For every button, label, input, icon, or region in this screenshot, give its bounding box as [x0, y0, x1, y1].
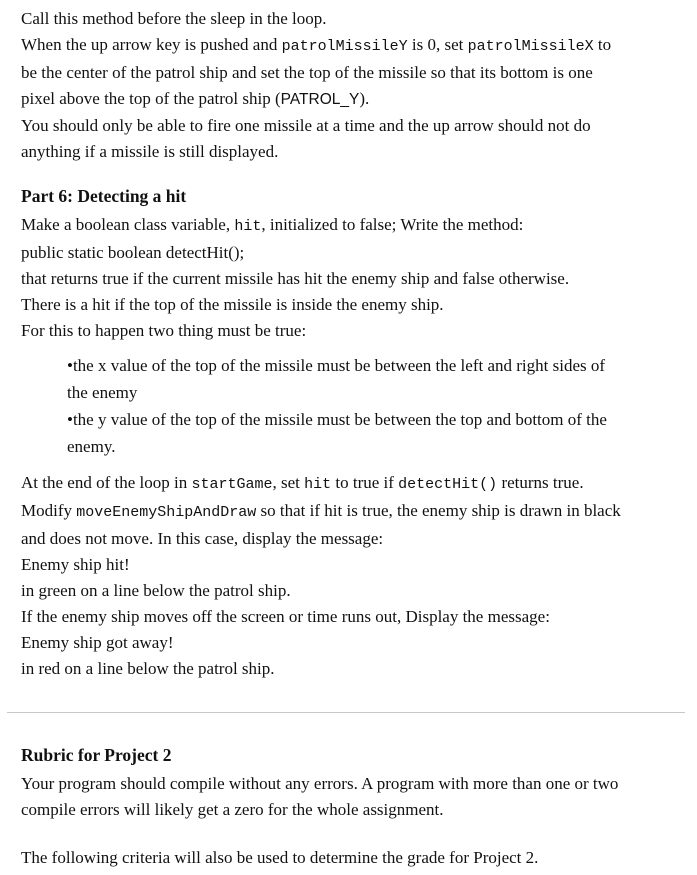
- paragraph-line: public static boolean detectHit();: [21, 243, 245, 262]
- code-term: hit: [304, 476, 332, 493]
- code-term: patrolMissileY: [281, 38, 408, 55]
- paragraph-line: in red on a line below the patrol ship.: [21, 659, 275, 678]
- code-term: startGame: [191, 476, 273, 493]
- paragraph-line: be the center of the patrol ship and set the top of the missile so that its bottom is one: [21, 63, 593, 82]
- list-item: •the y value of the top of the missile must be between the top and bottom of the: [67, 410, 607, 429]
- part6-heading: Part 6: Detecting a hit: [21, 186, 187, 206]
- paragraph-line: and does not move. In this case, display the message:: [21, 529, 384, 548]
- paragraph-line: The following criteria will also be used to determine the grade for Project 2.: [21, 848, 539, 867]
- list-item-continuation: the enemy: [67, 383, 138, 402]
- paragraph-line: Enemy ship hit!: [21, 555, 130, 574]
- paragraph-line: You should only be able to fire one missile at a time and the up arrow should not do: [21, 116, 591, 135]
- paragraph-line: When the up arrow key is pushed and patrolMissileY is 0, set patrolMissileX to: [21, 35, 612, 55]
- constant-term: PATROL_Y: [280, 91, 360, 108]
- missile-firing-section: [21, 6, 685, 165]
- paragraph-line: Your program should compile without any errors. A program with more than one or two: [21, 774, 619, 793]
- paragraph-line: There is a hit if the top of the missile is inside the enemy ship.: [21, 295, 444, 314]
- paragraph-line: Enemy ship got away!: [21, 633, 174, 652]
- code-term: patrolMissileX: [467, 38, 594, 55]
- paragraph-line: If the enemy ship moves off the screen or time runs out, Display the message:: [21, 607, 550, 626]
- section-divider: [7, 712, 685, 713]
- paragraph-line: pixel above the top of the patrol ship (PATROL_Y).: [21, 89, 370, 108]
- rubric-section: [21, 742, 685, 871]
- list-item: •the x value of the top of the missile must be between the left and right sides of: [67, 356, 606, 375]
- paragraph-line: anything if a missile is still displayed.: [21, 142, 279, 161]
- code-term: hit: [234, 218, 262, 235]
- paragraph-line: Modify moveEnemyShipAndDraw so that if hit is true, the enemy ship is drawn in black: [21, 501, 621, 521]
- paragraph-line: in green on a line below the patrol ship.: [21, 581, 291, 600]
- paragraph-line: Make a boolean class variable, hit, initialized to false; Write the method:: [21, 215, 524, 235]
- code-term: moveEnemyShipAndDraw: [76, 504, 257, 521]
- list-item-continuation: enemy.: [67, 437, 116, 456]
- rubric-heading: Rubric for Project 2: [21, 745, 172, 765]
- part6-section: [21, 183, 685, 682]
- paragraph-line: At the end of the loop in startGame, set hit to true if detectHit() returns true.: [21, 473, 584, 493]
- paragraph-line: compile errors will likely get a zero for the whole assignment.: [21, 800, 444, 819]
- criteria-list: [21, 352, 685, 460]
- paragraph-line: For this to happen two thing must be true:: [21, 321, 307, 340]
- code-term: detectHit(): [398, 476, 498, 493]
- paragraph-line: Call this method before the sleep in the loop.: [21, 9, 327, 28]
- paragraph-line: that returns true if the current missile has hit the enemy ship and false otherwise.: [21, 269, 570, 288]
